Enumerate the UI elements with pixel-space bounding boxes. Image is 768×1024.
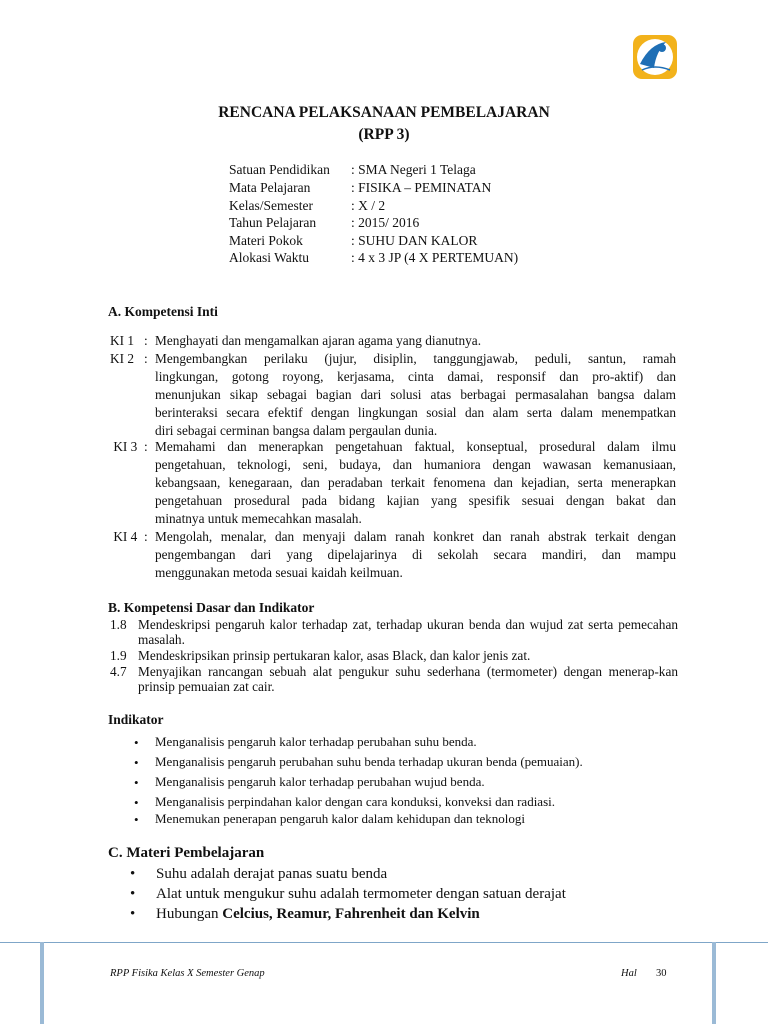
ki-line: Menghayati dan mengamalkan ajaran agama yang dianutnya.	[155, 333, 482, 348]
ki-line: menunjukan sikap sebagai bagian dari solusi atas berbagai permasalahan bangsa dalam	[155, 386, 676, 402]
materi-text: Suhu adalah derajat panas suatu benda	[156, 866, 388, 882]
section-a-heading: A. Kompetensi Inti	[108, 304, 218, 319]
indikator-text: Menganalisis perpindahan kalor dengan cara konduksi, konveksi dan radiasi.	[155, 794, 555, 809]
meta-row	[229, 198, 385, 214]
footer-left-bar	[40, 942, 44, 1024]
bullet-icon: •	[134, 795, 139, 810]
ki-line: minatnya untuk memecahkan masalah.	[155, 510, 362, 526]
indikator-text: Menganalisis pengaruh kalor terhadap perubahan wujud benda.	[155, 774, 485, 789]
materi-text	[156, 906, 480, 923]
ki-line: diri sebagai cerminan bangsa dalam pergaulan dunia.	[155, 422, 438, 438]
footer-hal-label: Hal	[621, 968, 637, 979]
bullet-icon: •	[134, 775, 139, 790]
section-b-heading: B. Kompetensi Dasar dan Indikator	[108, 600, 315, 615]
ki-line: pengembangan dari yang dipelajarinya di sekolah secara mandiri, dan mampu	[155, 546, 676, 562]
materi-text-bold: Celcius, Reamur, Fahrenheit dan Kelvin	[222, 906, 480, 922]
meta-key: Tahun Pelajaran	[229, 215, 317, 230]
meta-key: Alokasi Waktu	[229, 250, 310, 265]
doc-subtitle: (RPP 3)	[358, 126, 410, 143]
footer-rule	[0, 942, 768, 943]
ki-line: menggunakan metoda sesuai kaidah keilmuan.	[155, 564, 403, 580]
footer-page-number: 30	[656, 968, 667, 979]
indikator-text: Menemukan penerapan pengaruh kalor dalam kehidupan dan teknologi	[155, 811, 526, 826]
ki-line: pengetahuan prosedural pada bidang kajian yang spesifik sesuai dengan bakat dan	[155, 492, 676, 508]
ki-line: pengetahuan, teknologi, seni, budaya, dan humaniora dengan wawasan kemanusiaan,	[155, 456, 676, 472]
bullet-icon: •	[134, 735, 139, 750]
bullet-icon: •	[134, 812, 139, 827]
indikator-text: Menganalisis pengaruh perubahan suhu benda terhadap ukuran benda (pemuaian).	[155, 754, 583, 769]
meta-value: : SMA Negeri 1 Telaga	[351, 162, 476, 177]
indikator-heading: Indikator	[108, 712, 164, 727]
ki-line: Mengembangkan perilaku (jujur, disiplin, tanggungjawab, peduli, santun, ramah	[155, 351, 676, 366]
materi-text: Alat untuk mengukur suhu adalah termometer dengan satuan derajat	[156, 886, 566, 902]
meta-row	[229, 162, 476, 178]
footer-right-bar	[712, 942, 716, 1024]
meta-value: : 4 x 3 JP (4 X PERTEMUAN)	[351, 250, 519, 265]
ki-line: kebangsaan, kenegaraan, dan peradaban terkait fenomena dan kejadian, serta menerapkan	[155, 474, 676, 490]
meta-row	[229, 233, 477, 249]
bullet-icon: •	[130, 886, 136, 902]
kd-text: Mendeskripsi pengaruh kalor terhadap zat, terhadap ukuran benda dan wujud zat serta pemecahan masalah.	[138, 617, 678, 647]
meta-key: Mata Pelajaran	[229, 180, 311, 195]
kd-number: 1.8	[110, 617, 127, 632]
ki-label: KI 4 :	[110, 529, 148, 544]
kurikulum-logo	[632, 34, 678, 80]
meta-value: : FISIKA – PEMINATAN	[351, 180, 492, 195]
kd-text: Menyajikan rancangan sebuah alat pengukur suhu sederhana (termometer) dengan menerap-kan prinsip pemuaian zat cair.	[138, 664, 678, 694]
ki-line: berinteraksi secara efektif dengan lingkungan sosial dan alam serta dalam menempatkan	[155, 404, 676, 420]
meta-value: : 2015/ 2016	[351, 215, 420, 230]
indikator-text: Menganalisis pengaruh kalor terhadap perubahan suhu benda.	[155, 734, 477, 749]
kd-number: 4.7	[110, 664, 127, 679]
ki-line: lingkungan, gotong royong, kerjasama, cinta damai, responsif dan pro-aktif) dan	[155, 368, 676, 384]
meta-key: Materi Pokok	[229, 233, 303, 248]
meta-row	[229, 180, 491, 196]
section-c-heading: C. Materi Pembelajaran	[108, 845, 265, 861]
doc-title: RENCANA PELAKSANAAN PEMBELAJARAN	[218, 104, 550, 121]
ki-line: Memahami dan menerapkan pengetahuan faktual, konseptual, prosedural dalam ilmu	[155, 439, 676, 454]
ki-label: KI 1 :	[110, 333, 148, 348]
bullet-icon: •	[130, 906, 136, 922]
footer-doc-name: RPP Fisika Kelas X Semester Genap	[110, 968, 265, 979]
meta-key: Satuan Pendidikan	[229, 162, 330, 177]
bullet-icon: •	[130, 866, 136, 882]
meta-key: Kelas/Semester	[229, 198, 313, 213]
meta-value: : SUHU DAN KALOR	[351, 233, 478, 248]
meta-value: : X / 2	[351, 198, 386, 213]
ki-label: KI 3 :	[110, 439, 148, 454]
meta-row	[229, 215, 419, 231]
materi-text-pre: Hubungan	[156, 906, 223, 922]
meta-row	[229, 250, 518, 266]
kd-number: 1.9	[110, 648, 127, 663]
ki-label: KI 2 :	[110, 351, 148, 366]
ki-line: Mengolah, menalar, dan menyaji dalam ranah konkret dan ranah abstrak terkait dengan	[155, 529, 676, 544]
kd-text: Mendeskripsikan prinsip pertukaran kalor, asas Black, dan kalor jenis zat.	[138, 648, 531, 663]
bullet-icon: •	[134, 755, 139, 770]
